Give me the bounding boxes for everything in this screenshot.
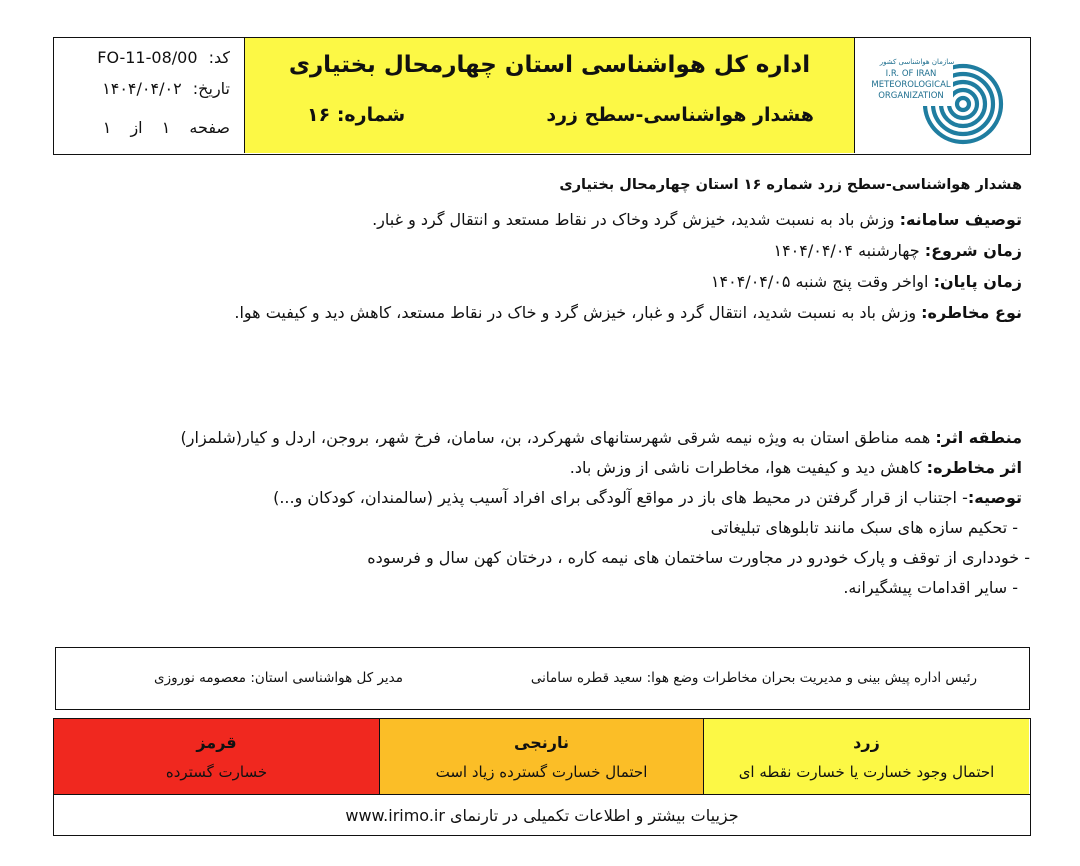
legend-orange bbox=[379, 719, 704, 794]
detail-label: زمان پایان: bbox=[933, 272, 1022, 291]
date-label: تاریخ: bbox=[192, 79, 230, 98]
impact-area bbox=[181, 428, 1022, 447]
date-row bbox=[54, 79, 230, 98]
impact-text: کاهش دید و کیفیت هوا، مخاطرات ناشی از وزش باد. bbox=[569, 458, 927, 477]
page-row bbox=[54, 118, 230, 137]
page-of: از bbox=[130, 118, 143, 137]
legend-yellow-title: زرد bbox=[853, 733, 880, 752]
warning-number: شماره: ۱۶ bbox=[307, 104, 406, 126]
code-value: FO-11-08/00 bbox=[97, 48, 198, 67]
logo-cell bbox=[855, 38, 1030, 153]
impact-effect bbox=[570, 458, 1022, 477]
warning-level-legend bbox=[53, 718, 1031, 836]
recommendation-item: - خودداری از توقف و پارک خودرو در مجاورت ساختمان های نیمه کاره ، درختان کهن سال و فرسوده bbox=[367, 548, 1030, 567]
detail-hazard-type bbox=[234, 303, 1022, 322]
detail-system-description bbox=[372, 210, 1022, 229]
legend-orange-title: نارنجی bbox=[514, 733, 569, 752]
logo-text-fa: سازمان هواشناسی کشور bbox=[879, 58, 955, 66]
detail-text: چهارشنبه ۱۴۰۴/۰۴/۰۴ bbox=[773, 241, 925, 260]
page-current: ۱ bbox=[161, 118, 171, 137]
document-header bbox=[53, 37, 1031, 155]
legend-yellow-desc: احتمال وجود خسارت یا خسارت نقطه ای bbox=[738, 763, 995, 781]
impact-text: - اجتناب از قرار گرفتن در محیط های باز در مواقع آلودگی برای افراد آسیب پذیر (سالمندان، کودکان و...) bbox=[273, 488, 968, 507]
legend-yellow bbox=[704, 719, 1029, 794]
director-signature: مدیر کل هواشناسی استان: معصومه نوروزی bbox=[154, 670, 403, 686]
impact-label: اثر مخاطره: bbox=[926, 458, 1022, 477]
impact-text: همه مناطق استان به ویژه نیمه شرقی شهرستانهای شهرکرد، بن، سامان، فرخ شهر، بروجن، اردل و کیار(شلمزار) bbox=[180, 428, 936, 447]
detail-text: وزش باد به نسبت شدید، انتقال گرد و غبار، خیزش گرد و خاک در نقاط مستعد، کاهش دید و کیفیت هوا. bbox=[234, 303, 922, 322]
legend-red-desc: خسارت گسترده bbox=[165, 763, 268, 781]
legend-red bbox=[54, 719, 379, 794]
recommendation-item: - سایر اقدامات پیشگیرانه. bbox=[843, 578, 1018, 597]
organization-title: اداره کل هواشناسی استان چهارمحال بختیاری bbox=[288, 52, 811, 78]
detail-label: توصیف سامانه: bbox=[899, 210, 1022, 229]
impact-label: منطقه اثر: bbox=[935, 428, 1022, 447]
date-value: ۱۴۰۴/۰۴/۰۲ bbox=[102, 79, 182, 98]
detail-label: زمان شروع: bbox=[924, 241, 1022, 260]
signatures-box bbox=[55, 647, 1030, 710]
footer-row bbox=[54, 794, 1030, 835]
website-footer: جزییات بیشتر و اطلاعات تکمیلی در تارنمای www.irimo.ir bbox=[345, 806, 739, 825]
page-label: صفحه bbox=[189, 118, 230, 137]
impact-label: توصیه: bbox=[967, 488, 1022, 507]
document-meta-cell bbox=[54, 38, 245, 153]
impact-recommendation bbox=[273, 488, 1022, 507]
warning-subject: هشدار هواشناسی-سطح زرد شماره ۱۶ استان چهارمحال بختیاری bbox=[559, 177, 1022, 193]
logo-text-en-3: ORGANIZATION bbox=[878, 91, 944, 101]
detail-text: اواخر وقت پنج شنبه ۱۴۰۴/۰۴/۰۵ bbox=[710, 272, 934, 291]
code-row bbox=[54, 48, 230, 67]
code-label: کد: bbox=[208, 48, 230, 67]
legend-red-title: قرمز bbox=[196, 733, 237, 752]
logo-text-en-2: METEOROLOGICAL bbox=[871, 80, 951, 90]
legend-orange-desc: احتمال خسارت گسترده زیاد است bbox=[435, 763, 648, 781]
detail-label: نوع مخاطره: bbox=[921, 303, 1022, 322]
title-cell bbox=[245, 38, 855, 153]
detail-text: وزش باد به نسبت شدید، خیزش گرد وخاک در نقاط مستعد و انتقال گرد و غبار. bbox=[372, 210, 900, 229]
irimo-logo bbox=[865, 44, 1020, 148]
detail-start-time bbox=[773, 241, 1022, 260]
logo-text-en-1: I.R. OF IRAN bbox=[885, 69, 937, 79]
warning-title: هشدار هواشناسی-سطح زرد bbox=[546, 104, 814, 126]
forecast-head-signature: رئیس اداره پیش بینی و مدیریت بحران مخاطرات وضع هوا: سعید قطره سامانی bbox=[530, 670, 977, 686]
recommendation-item: - تحکیم سازه های سبک مانند تابلوهای تبلیغاتی bbox=[710, 518, 1018, 537]
detail-end-time bbox=[711, 272, 1022, 291]
page-total: ۱ bbox=[102, 118, 112, 137]
